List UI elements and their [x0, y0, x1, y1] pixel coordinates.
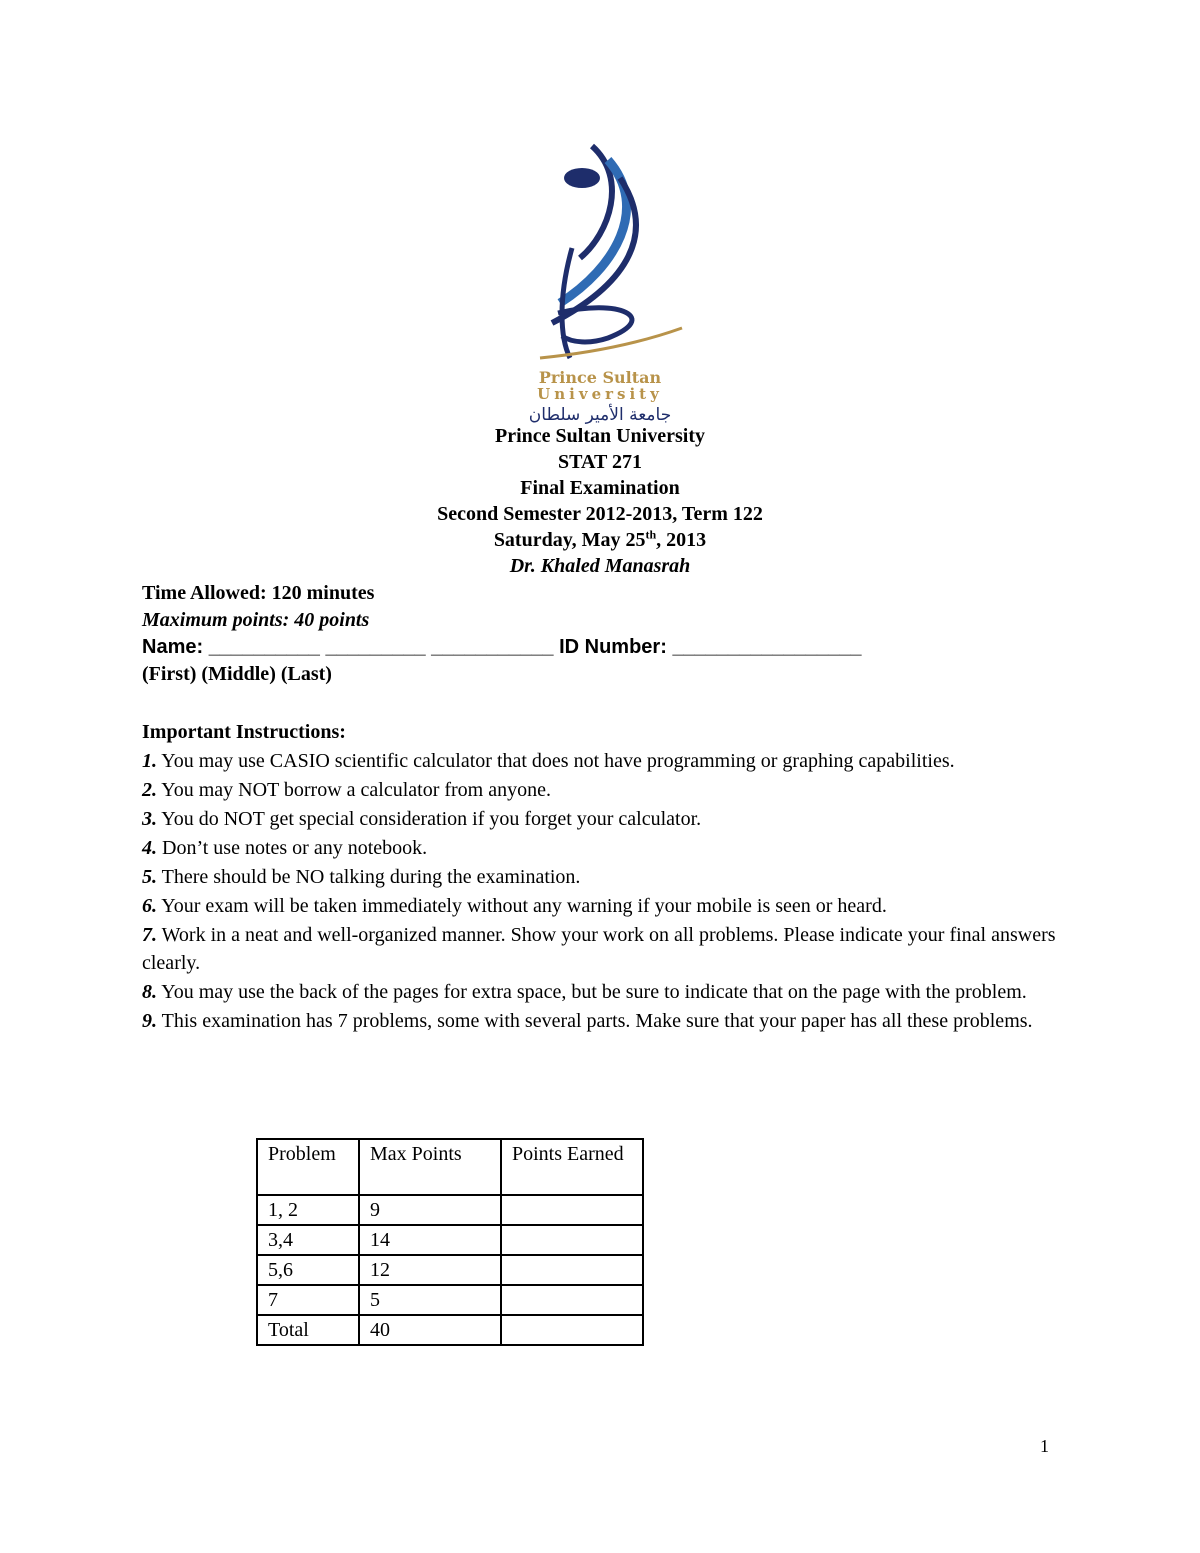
cell-max: 40	[359, 1315, 501, 1345]
cell-problem: Total	[257, 1315, 359, 1345]
exam-title: Final Examination	[520, 477, 680, 499]
name-label: Name:	[142, 636, 204, 658]
course-code: STAT 271	[558, 451, 642, 473]
date-superscript: th	[645, 527, 657, 542]
cell-problem: 3,4	[257, 1225, 359, 1255]
table-header-row	[257, 1139, 643, 1195]
instruction-item: 3. You do NOT get special consideration if you forget your calculator.	[142, 808, 702, 830]
instruction-item: 9. This examination has 7 problems, some with several parts. Make sure that your paper has all these problems.	[142, 1010, 1033, 1032]
date-prefix: Saturday, May 25	[493, 529, 646, 551]
instructions-heading: Important Instructions:	[142, 721, 346, 743]
cell-max: 5	[359, 1285, 501, 1315]
cell-earned[interactable]	[501, 1225, 643, 1255]
cell-problem: 7	[257, 1285, 359, 1315]
id-field[interactable]: _________________	[672, 636, 862, 658]
university-logo	[500, 138, 700, 428]
exam-header	[300, 423, 900, 579]
instruction-item: 5. There should be NO talking during the examination.	[142, 866, 581, 888]
instruction-item: 8. You may use the back of the pages for extra space, but be sure to indicate that on the page with the problem.	[142, 981, 1027, 1003]
score-table	[256, 1138, 644, 1346]
exam-info	[142, 580, 1062, 688]
university-name: Prince Sultan University	[495, 425, 705, 447]
cell-earned[interactable]	[501, 1195, 643, 1225]
cell-earned[interactable]	[501, 1285, 643, 1315]
logo-text-line2: University	[537, 385, 663, 403]
page-number: 1	[1040, 1436, 1049, 1456]
cell-earned[interactable]	[501, 1255, 643, 1285]
cell-problem: 5,6	[257, 1255, 359, 1285]
instructions	[142, 718, 1062, 1035]
instruction-item: 7. Work in a neat and well-organized manner. Show your work on all problems. Please indicate your final answers clearly.	[142, 924, 1056, 974]
id-label: ID Number:	[559, 636, 667, 658]
header-problem: Problem	[257, 1139, 359, 1195]
header-points-earned: Points Earned	[501, 1139, 643, 1195]
logo-loop	[558, 308, 632, 342]
instruction-item: 6. Your exam will be taken immediately without any warning if your mobile is seen or heard.	[142, 895, 887, 917]
cell-max: 12	[359, 1255, 501, 1285]
logo-text-line1: Prince Sultan	[538, 368, 662, 387]
semester: Second Semester 2012-2013, Term 122	[437, 503, 763, 525]
date-suffix: , 2013	[656, 529, 707, 551]
table-row-total	[257, 1315, 643, 1345]
cell-earned[interactable]	[501, 1315, 643, 1345]
table-row	[257, 1255, 643, 1285]
time-allowed: Time Allowed: 120 minutes	[142, 582, 375, 604]
name-id-line	[142, 634, 1062, 661]
instruction-item: 2. You may NOT borrow a calculator from anyone.	[142, 779, 551, 801]
max-points: Maximum points: 40 points	[142, 609, 370, 631]
logo-text-arabic: جامعة الأمير سلطان	[528, 405, 672, 425]
header-max-points: Max Points	[359, 1139, 501, 1195]
instruction-item: 1. You may use CASIO scientific calculator that does not have programming or graphing capabilities.	[142, 750, 955, 772]
cell-problem: 1, 2	[257, 1195, 359, 1225]
cell-max: 14	[359, 1225, 501, 1255]
name-parts: (First) (Middle) (Last)	[142, 663, 332, 685]
logo-dot	[564, 168, 600, 188]
instructor-name: Dr. Khaled Manasrah	[509, 555, 691, 577]
name-field[interactable]: __________ _________ ___________	[208, 636, 554, 658]
cell-max: 9	[359, 1195, 501, 1225]
table-row	[257, 1195, 643, 1225]
instruction-item: 4. Don’t use notes or any notebook.	[142, 837, 428, 859]
table-row	[257, 1225, 643, 1255]
exam-date	[300, 527, 900, 553]
table-row	[257, 1285, 643, 1315]
